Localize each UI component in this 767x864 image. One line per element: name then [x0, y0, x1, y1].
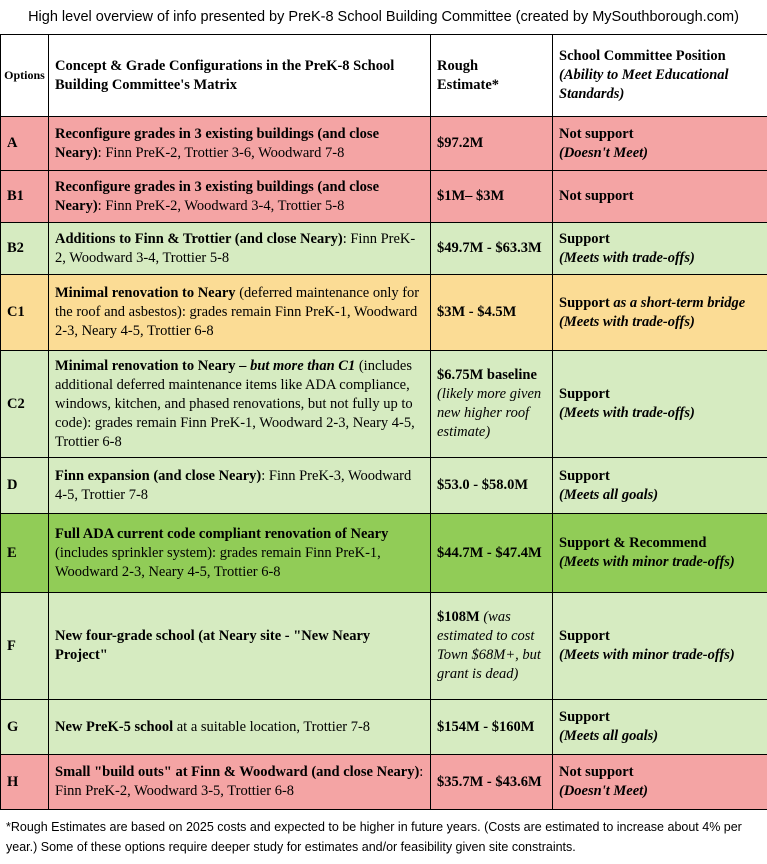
- concept-bold: New PreK-5 school: [55, 718, 174, 735]
- concept-rest: : Finn PreK-2, Woodward 3-5, Trottier 6-8: [55, 764, 424, 799]
- position-cell: [553, 223, 767, 275]
- estimate-cell: $49.7M - $63.3M: [431, 223, 553, 275]
- estimate-value: $6.75M baseline: [437, 367, 537, 383]
- estimate-cell: $35.7M - $43.6M: [431, 755, 553, 810]
- concept-bold: Reconfigure grades in 3 existing buildings (and close Neary): [55, 125, 379, 161]
- position-note: (Meets with trade-offs): [559, 313, 695, 330]
- position-note: (Meets with trade-offs): [559, 249, 695, 266]
- option-cell: C2: [1, 351, 49, 458]
- option-cell: D: [1, 458, 49, 514]
- concept-cell: [49, 171, 431, 223]
- table-row: [1, 755, 767, 810]
- estimate-note: (likely more given new higher roof estimate): [437, 386, 542, 440]
- concept-rest: : Finn PreK-2, Trottier 3-6, Woodward 7-8: [97, 144, 345, 161]
- concept-cell: [49, 593, 431, 700]
- concept-header: Concept & Grade Configurations in the PreK-8 School Building Committee's Matrix: [49, 35, 431, 117]
- concept-rest: (includes sprinkler system): grades remain Finn PreK-1, Woodward 2-3, Neary 4-5, Trottier 6-8: [55, 544, 381, 580]
- table-row: [1, 458, 767, 514]
- position-header-subtitle: (Ability to Meet Educational Standards): [559, 67, 729, 102]
- estimate-cell: $154M - $160M: [431, 700, 553, 755]
- options-header: Options: [1, 35, 49, 117]
- position-extra: as a short-term bridge: [609, 294, 746, 311]
- option-cell: A: [1, 117, 49, 171]
- position-cell: [553, 514, 767, 593]
- concept-bold: Additions to Finn & Trottier (and close Neary): [55, 230, 343, 247]
- table-row: [1, 700, 767, 755]
- options-matrix-table: [0, 34, 767, 810]
- table-row: [1, 514, 767, 593]
- concept-cell: [49, 458, 431, 514]
- position-note: (Meets with minor trade-offs): [559, 647, 735, 663]
- position-label: Not support: [559, 125, 634, 142]
- position-label: Support: [559, 467, 610, 484]
- concept-bold: New four-grade school (at Neary site - "New Neary Project": [55, 628, 371, 663]
- concept-cell: [49, 351, 431, 458]
- position-label: Support: [559, 294, 610, 311]
- position-cell: [553, 700, 767, 755]
- concept-bold-italic: – but more than C1: [235, 357, 356, 374]
- option-cell: C1: [1, 275, 49, 351]
- concept-cell: [49, 223, 431, 275]
- table-row: [1, 171, 767, 223]
- position-label: Support: [559, 628, 610, 644]
- estimate-cell: $97.2M: [431, 117, 553, 171]
- estimate-header-line2: Estimate*: [437, 76, 500, 93]
- position-note: (Meets all goals): [559, 486, 659, 503]
- position-label: Support: [559, 386, 610, 402]
- option-cell: E: [1, 514, 49, 593]
- option-cell: H: [1, 755, 49, 810]
- estimate-header: [431, 35, 553, 117]
- position-label: Support: [559, 230, 610, 247]
- table-row: [1, 275, 767, 351]
- concept-rest: at a suitable location, Trottier 7-8: [173, 718, 371, 735]
- concept-rest: : Finn PreK-2, Woodward 3-4, Trottier 5-8: [97, 197, 345, 214]
- position-note: (Doesn't Meet): [559, 783, 648, 799]
- option-cell: G: [1, 700, 49, 755]
- concept-bold: Minimal renovation to Neary: [55, 285, 236, 301]
- concept-rest: : Finn PreK-3, Woodward 4-5, Trottier 7-8: [55, 467, 412, 503]
- option-cell: B1: [1, 171, 49, 223]
- position-cell: [553, 171, 767, 223]
- option-cell: B2: [1, 223, 49, 275]
- table-row: [1, 593, 767, 700]
- concept-cell: [49, 117, 431, 171]
- concept-cell: [49, 755, 431, 810]
- position-cell: [553, 593, 767, 700]
- concept-bold: Minimal renovation to Neary: [55, 357, 236, 374]
- header-row: [1, 35, 767, 117]
- position-note: (Doesn't Meet): [559, 144, 648, 161]
- position-header: [553, 35, 767, 117]
- footnote: *Rough Estimates are based on 2025 costs and expected to be higher in future years. (Costs are estimated to increase about 4% per year.) Some of these options require deeper study for estimates and/or feasibility given site constraints.: [6, 820, 742, 854]
- estimate-cell: $3M - $4.5M: [431, 275, 553, 351]
- position-note: (Meets all goals): [559, 728, 659, 744]
- concept-cell: [49, 700, 431, 755]
- concept-rest: (deferred maintenance only for the roof and asbestos): grades remain Finn PreK-1, Woodward 2-3, Neary 4-5, Trottier 6-8: [55, 285, 420, 339]
- position-label: Support: [559, 709, 610, 725]
- table-row: [1, 351, 767, 458]
- estimate-value: $108M: [437, 609, 480, 625]
- position-header-title: School Committee Position: [559, 48, 726, 64]
- concept-cell: [49, 514, 431, 593]
- estimate-cell: $1M– $3M: [431, 171, 553, 223]
- concept-rest: : Finn PreK-2, Woodward 3-4, Trottier 5-8: [55, 230, 416, 266]
- concept-bold: Reconfigure grades in 3 existing buildings (and close Neary): [55, 178, 379, 214]
- concept-rest: (includes additional deferred maintenance items like ADA compliance, windows, kitchen, and phased renovations, but not fully up to code): grades remain Finn PreK-1, Woodward 2-3, Neary 4-5, Trottier 6-8: [55, 357, 415, 450]
- table-row: [1, 223, 767, 275]
- position-cell: [553, 458, 767, 514]
- option-cell: F: [1, 593, 49, 700]
- estimate-cell: [431, 593, 553, 700]
- position-label: Not support: [559, 764, 634, 780]
- concept-cell: [49, 275, 431, 351]
- position-cell: [553, 117, 767, 171]
- concept-bold: Small "build outs" at Finn & Woodward (and close Neary): [55, 764, 420, 780]
- estimate-note: (was estimated to cost Town $68M+, but grant is dead): [437, 609, 541, 682]
- position-note: (Meets with trade-offs): [559, 405, 695, 421]
- position-cell: [553, 755, 767, 810]
- concept-bold: Finn expansion (and close Neary): [55, 467, 262, 484]
- estimate-cell: $44.7M - $47.4M: [431, 514, 553, 593]
- position-label: Support & Recommend: [559, 535, 707, 551]
- table-row: [1, 117, 767, 171]
- estimate-header-line1: Rough: [437, 57, 479, 74]
- concept-bold: Full ADA current code compliant renovation of Neary: [55, 525, 389, 542]
- position-cell: [553, 351, 767, 458]
- page-title: High level overview of info presented by PreK-8 School Building Committee (created by MySouthborough.com): [28, 9, 739, 25]
- position-note: (Meets with minor trade-offs): [559, 554, 735, 570]
- position-label: Not support: [559, 188, 634, 204]
- estimate-cell: [431, 351, 553, 458]
- estimate-cell: $53.0 - $58.0M: [431, 458, 553, 514]
- position-cell: [553, 275, 767, 351]
